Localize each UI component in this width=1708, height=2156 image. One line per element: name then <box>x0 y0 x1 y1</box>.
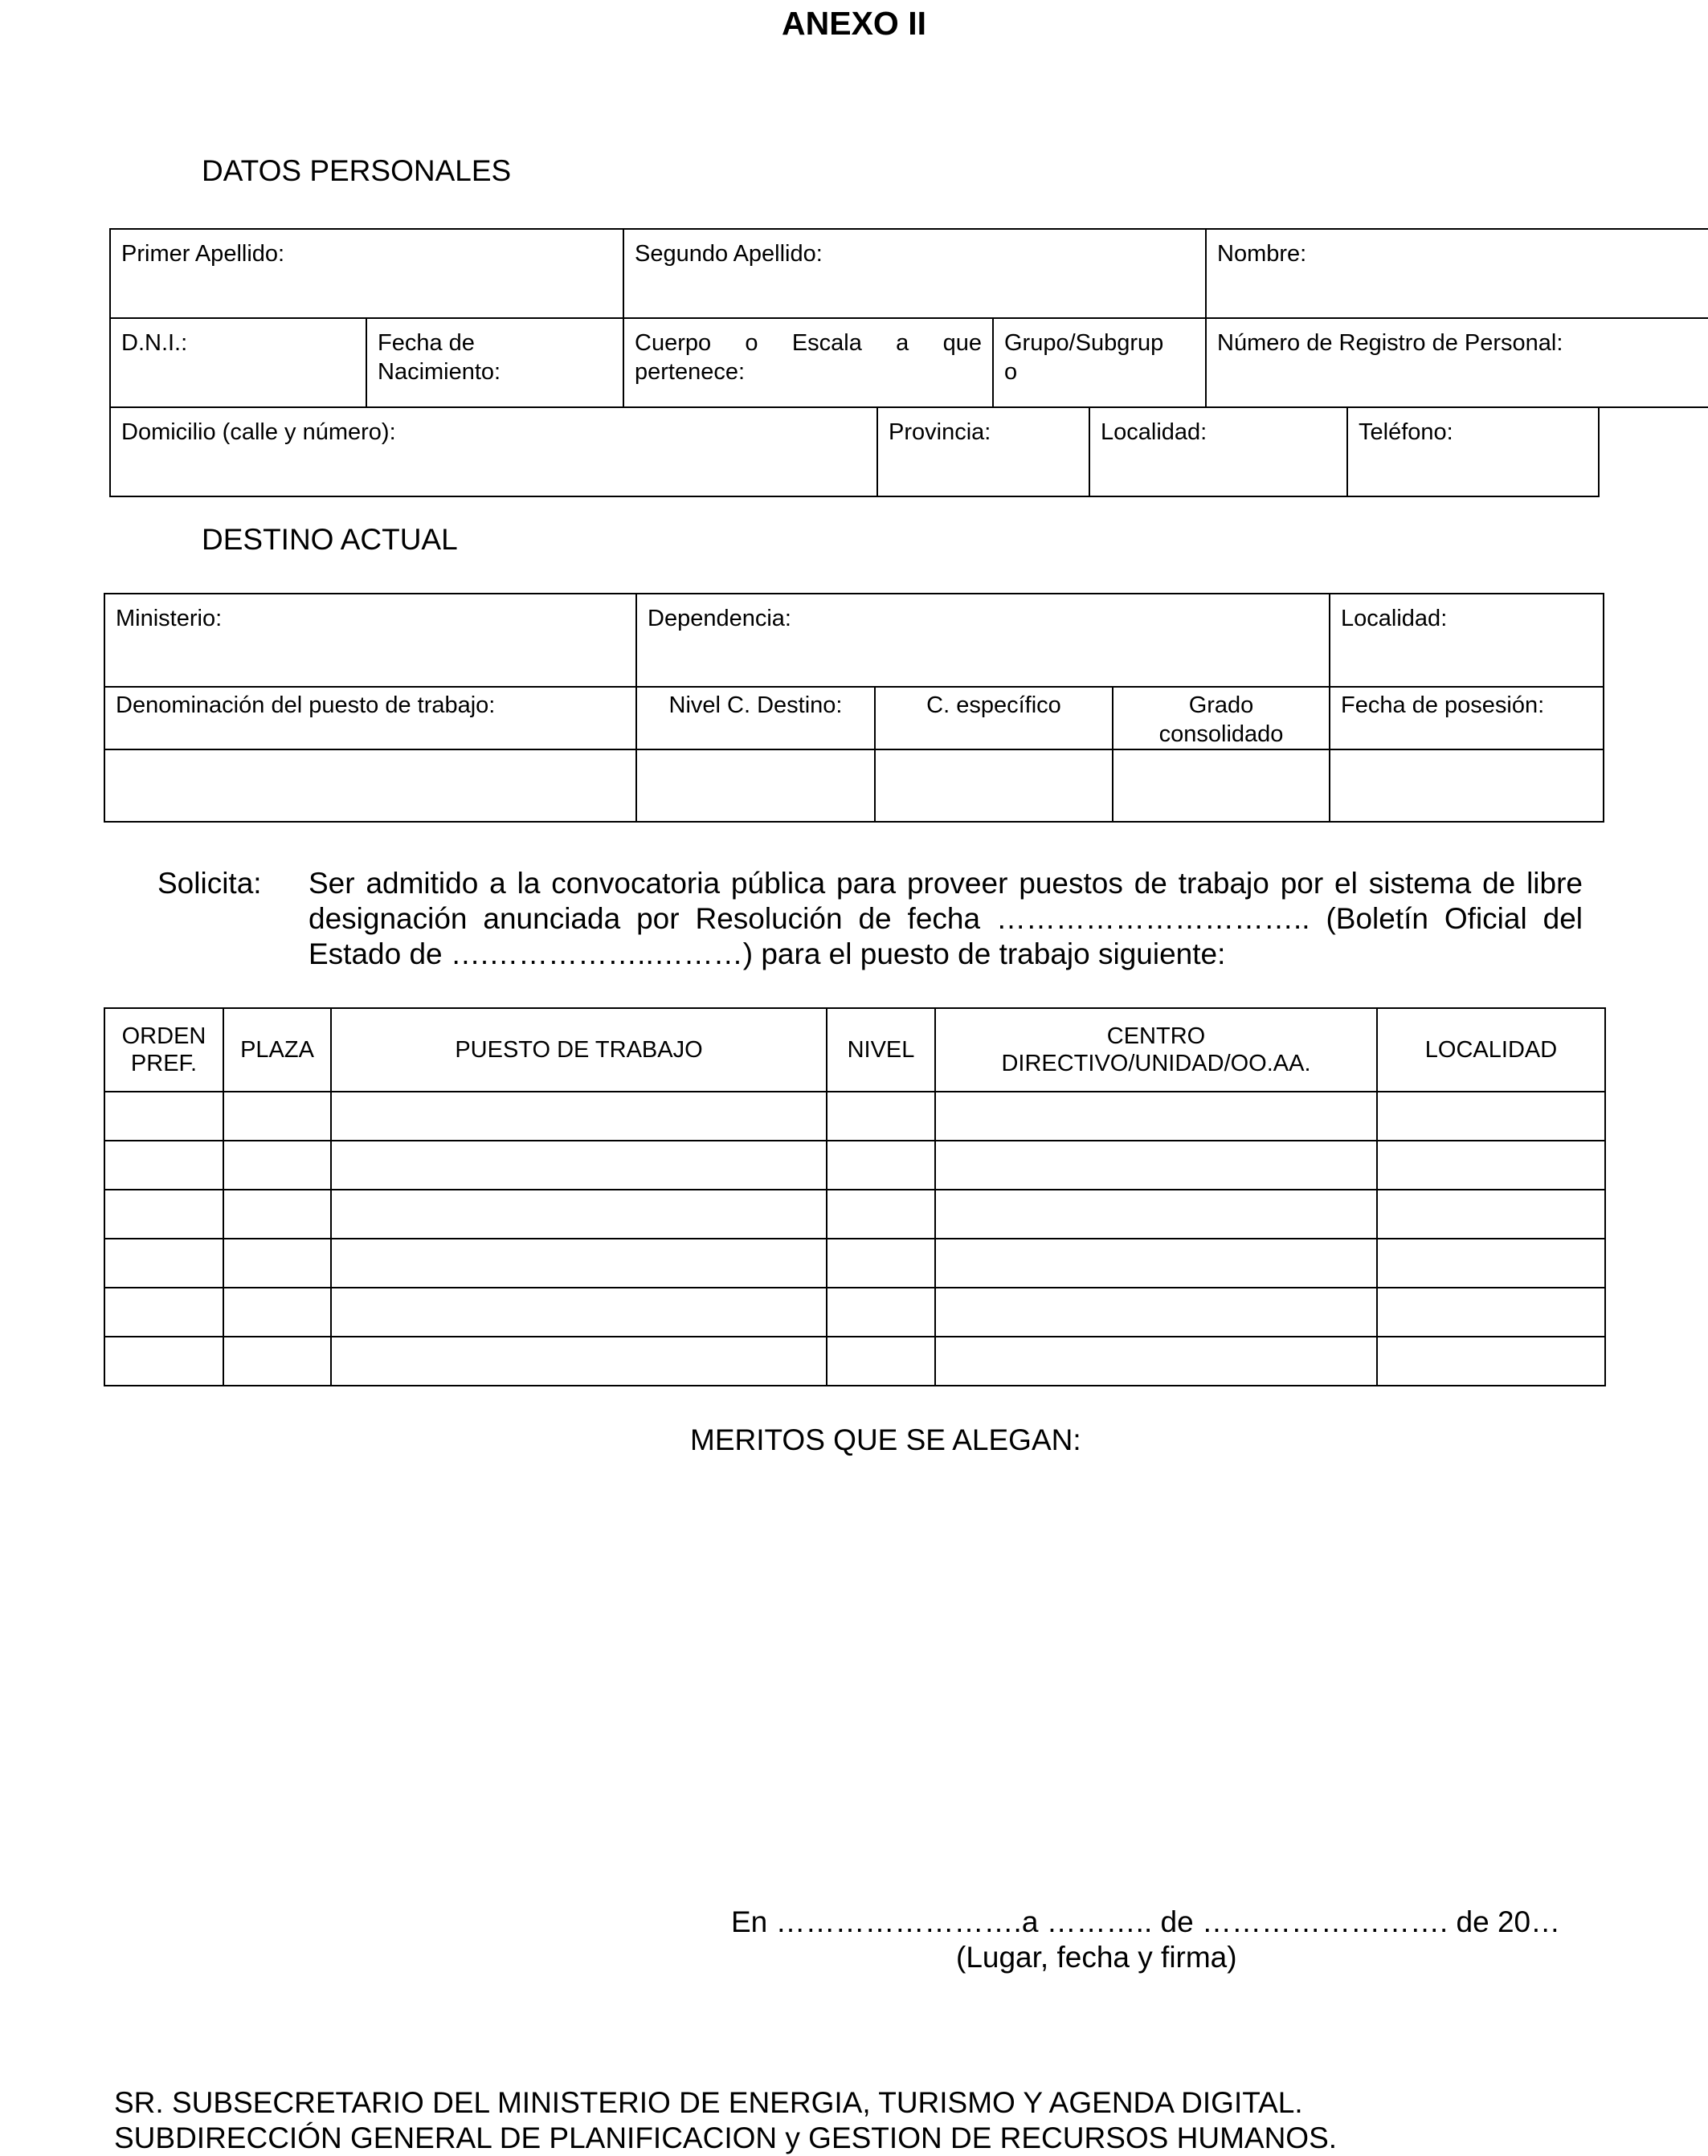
provincia-label: Provincia: <box>889 419 991 445</box>
fecha-nacimiento-field[interactable] <box>366 318 623 407</box>
destino-actual-heading: DESTINO ACTUAL <box>202 523 458 556</box>
nivel-header <box>636 687 875 749</box>
localidad-destino-label: Localidad: <box>1341 606 1448 631</box>
nivel-cell[interactable] <box>827 1190 935 1239</box>
orden-header <box>104 1008 223 1092</box>
orden-cell[interactable] <box>104 1239 223 1288</box>
puesto-header-label: PUESTO DE TRABAJO <box>455 1037 703 1063</box>
plaza-cell[interactable] <box>223 1288 331 1337</box>
segundo-apellido-label: Segundo Apellido: <box>635 241 823 267</box>
nivel-cell[interactable] <box>827 1239 935 1288</box>
localidad-field[interactable] <box>1089 407 1347 496</box>
meritos-area[interactable] <box>104 1470 1604 1872</box>
grupo-subgrupo-label-1: Grupo/Subgrup <box>1004 330 1164 356</box>
fecha-posesion-input[interactable] <box>1330 749 1604 822</box>
meritos-heading: MERITOS QUE SE ALEGAN: <box>690 1423 1081 1456</box>
solicita-line-1: Ser admitido a la convocatoria pública para proveer puestos de trabajo por el sistema de libre <box>309 867 1583 900</box>
localidad-col-header <box>1377 1008 1605 1092</box>
localidad-destino-field[interactable] <box>1330 594 1604 687</box>
plaza-header-label: PLAZA <box>240 1037 314 1063</box>
puesto-cell[interactable] <box>331 1337 827 1386</box>
dependencia-field[interactable] <box>636 594 1330 687</box>
especifico-header <box>875 687 1113 749</box>
fecha-posesion-header <box>1330 687 1604 749</box>
nivel-label: Nivel C. Destino: <box>668 692 843 718</box>
cuerpo-escala-label-2: pertenece: <box>635 359 746 385</box>
nrp-label: Número de Registro de Personal: <box>1217 330 1563 356</box>
especifico-input[interactable] <box>875 749 1113 822</box>
domicilio-label: Domicilio (calle y número): <box>121 419 396 445</box>
dni-label: D.N.I.: <box>121 330 188 356</box>
table-row <box>104 1141 1605 1190</box>
puesto-cell[interactable] <box>331 1288 827 1337</box>
centro-cell[interactable] <box>935 1239 1377 1288</box>
dependencia-label: Dependencia: <box>648 606 791 631</box>
primer-apellido-label: Primer Apellido: <box>121 241 285 267</box>
datos-personales-table <box>109 228 1708 408</box>
centro-header-1: CENTRO <box>1106 1023 1206 1049</box>
cuerpo-escala-label-1: Cuerpo o Escala a que <box>635 330 982 356</box>
plaza-cell[interactable] <box>223 1239 331 1288</box>
centro-header <box>935 1008 1377 1092</box>
solicita-line-2: designación anunciada por Resolución de fecha ………………………….. (Boletín Oficial del <box>309 902 1583 935</box>
plaza-cell[interactable] <box>223 1190 331 1239</box>
fecha-nacimiento-label-2: Nacimiento: <box>378 359 501 385</box>
especifico-label: C. específico <box>926 692 1061 718</box>
cuerpo-escala-field[interactable] <box>623 318 993 407</box>
nivel-input[interactable] <box>636 749 875 822</box>
plaza-header <box>223 1008 331 1092</box>
solicita-label: Solicita: <box>157 867 262 900</box>
ministerio-field[interactable] <box>104 594 636 687</box>
localidad-cell[interactable] <box>1377 1288 1605 1337</box>
centro-cell[interactable] <box>935 1141 1377 1190</box>
puesto-cell[interactable] <box>331 1092 827 1141</box>
solicita-text <box>309 866 1583 972</box>
plaza-cell[interactable] <box>223 1141 331 1190</box>
table-row <box>104 1239 1605 1288</box>
plaza-cell[interactable] <box>223 1092 331 1141</box>
orden-cell[interactable] <box>104 1288 223 1337</box>
fecha-posesion-label: Fecha de posesión: <box>1341 692 1545 718</box>
nrp-field[interactable] <box>1206 318 1708 407</box>
localidad-cell[interactable] <box>1377 1239 1605 1288</box>
localidad-cell[interactable] <box>1377 1141 1605 1190</box>
centro-header-2: DIRECTIVO/UNIDAD/OO.AA. <box>1001 1051 1311 1076</box>
table-row <box>104 1190 1605 1239</box>
signature-line: En …………………….a ……….. de ……………………. de 20… <box>731 1905 1561 1938</box>
puestos-table <box>104 1007 1606 1386</box>
grupo-subgrupo-field[interactable] <box>993 318 1206 407</box>
grado-input[interactable] <box>1113 749 1330 822</box>
nivel-cell[interactable] <box>827 1337 935 1386</box>
solicita-line-3: Estado de ….……………..………) para el puesto de trabajo siguiente: <box>309 937 1226 970</box>
nivel-col-header-label: NIVEL <box>847 1037 915 1063</box>
nivel-cell[interactable] <box>827 1092 935 1141</box>
puesto-header <box>331 1008 827 1092</box>
localidad-cell[interactable] <box>1377 1092 1605 1141</box>
denominacion-label: Denominación del puesto de trabajo: <box>116 692 496 718</box>
centro-cell[interactable] <box>935 1337 1377 1386</box>
orden-cell[interactable] <box>104 1337 223 1386</box>
nivel-cell[interactable] <box>827 1141 935 1190</box>
localidad-col-header-label: LOCALIDAD <box>1424 1037 1558 1063</box>
puesto-cell[interactable] <box>331 1239 827 1288</box>
centro-cell[interactable] <box>935 1190 1377 1239</box>
datos-personales-heading: DATOS PERSONALES <box>202 154 512 187</box>
denominacion-input[interactable] <box>104 749 636 822</box>
telefono-field[interactable] <box>1347 407 1599 496</box>
grado-header <box>1113 687 1330 749</box>
orden-cell[interactable] <box>104 1190 223 1239</box>
primer-apellido-field[interactable] <box>110 229 623 318</box>
nivel-col-header <box>827 1008 935 1092</box>
fecha-nacimiento-label-1: Fecha de <box>378 330 475 356</box>
localidad-cell[interactable] <box>1377 1337 1605 1386</box>
orden-header-1: ORDEN <box>121 1023 206 1049</box>
footer-addressee: SR. SUBSECRETARIO DEL MINISTERIO DE ENERGIA, TURISMO Y AGENDA DIGITAL. <box>114 2086 1303 2119</box>
orden-cell[interactable] <box>104 1092 223 1141</box>
plaza-cell[interactable] <box>223 1337 331 1386</box>
provincia-field[interactable] <box>877 407 1089 496</box>
segundo-apellido-field[interactable] <box>623 229 1206 318</box>
puesto-cell[interactable] <box>331 1141 827 1190</box>
destino-actual-table <box>104 593 1604 823</box>
domicilio-field[interactable] <box>110 407 877 496</box>
grado-label-1: Grado <box>1188 692 1254 718</box>
dni-field[interactable] <box>110 318 366 407</box>
grupo-subgrupo-label-2: o <box>1004 359 1018 385</box>
grado-label-2: consolidado <box>1158 721 1284 747</box>
orden-header-2: PREF. <box>130 1051 198 1076</box>
localidad-cell[interactable] <box>1377 1190 1605 1239</box>
footer-subdireccion: SUBDIRECCIÓN GENERAL DE PLANIFICACION y GESTION DE RECURSOS HUMANOS. <box>114 2121 1338 2154</box>
table-row <box>104 1092 1605 1141</box>
signature-caption: (Lugar, fecha y firma) <box>956 1941 1237 1974</box>
table-row <box>104 1337 1605 1386</box>
nombre-field[interactable] <box>1206 229 1708 318</box>
telefono-label: Teléfono: <box>1359 419 1453 445</box>
domicilio-table <box>109 406 1600 497</box>
denominacion-header <box>104 687 636 749</box>
nivel-cell[interactable] <box>827 1288 935 1337</box>
document-title: ANEXO II <box>782 5 926 42</box>
localidad-label: Localidad: <box>1101 419 1207 445</box>
puesto-cell[interactable] <box>331 1190 827 1239</box>
centro-cell[interactable] <box>935 1288 1377 1337</box>
table-row <box>104 1288 1605 1337</box>
nombre-label: Nombre: <box>1217 241 1307 267</box>
orden-cell[interactable] <box>104 1141 223 1190</box>
centro-cell[interactable] <box>935 1092 1377 1141</box>
ministerio-label: Ministerio: <box>116 606 223 631</box>
